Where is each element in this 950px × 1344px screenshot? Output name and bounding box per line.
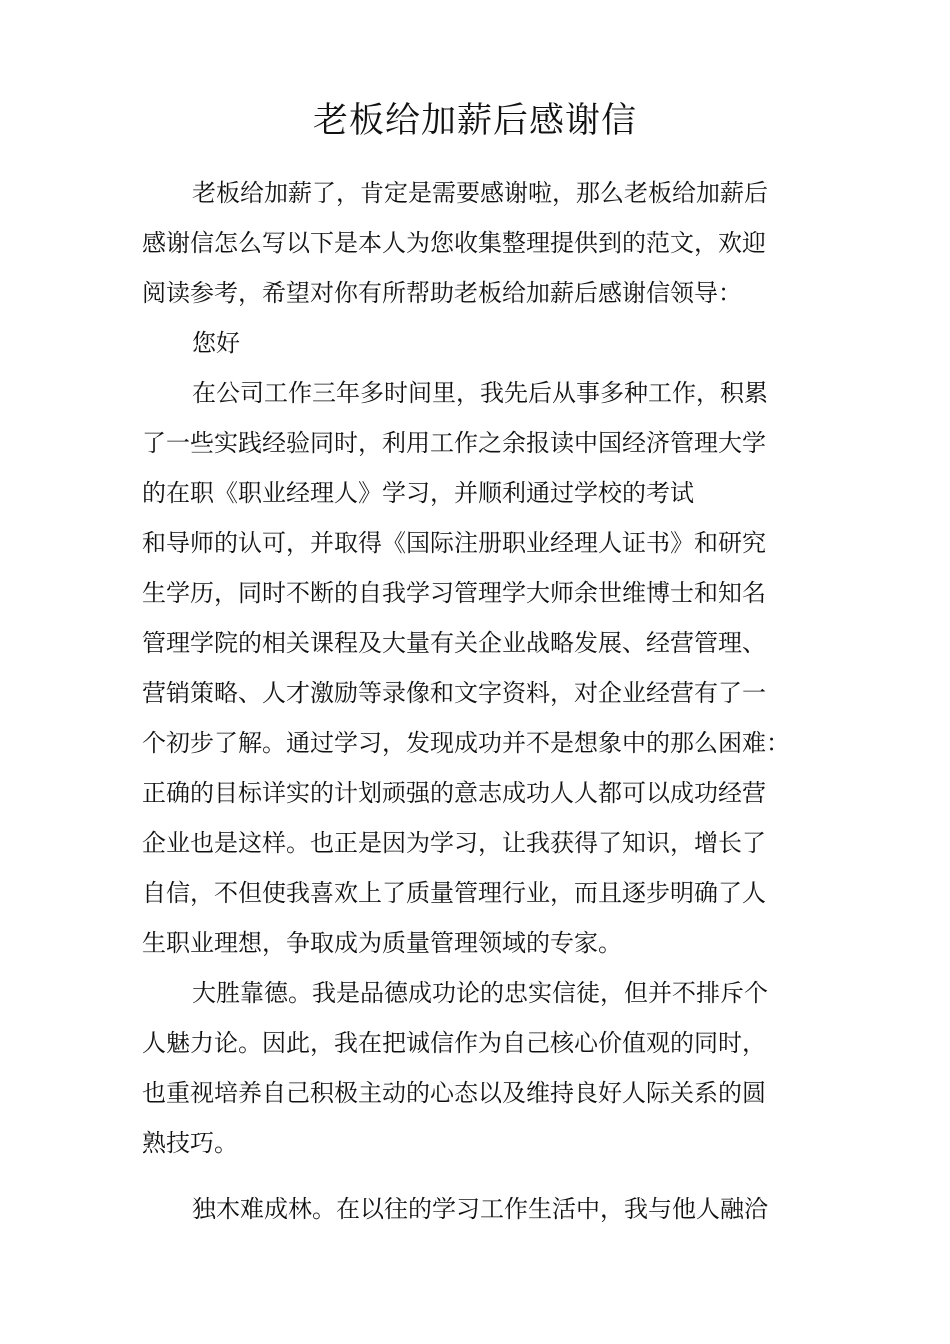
page-title: 老板给加薪后感谢信 — [312, 101, 637, 141]
text-line: 在公司工作三年多时间里，我先后从事多种工作，积累 — [192, 379, 768, 407]
text-line: 大胜靠德。我是品德成功论的忠实信徒，但并不排斥个 — [192, 979, 768, 1007]
text-line: 个初步了解。通过学习，发现成功并不是想象中的那么困难： — [142, 729, 790, 757]
text-line: 自信，不但使我喜欢上了质量管理行业，而且逐步明确了人 — [142, 879, 766, 907]
text-line: 独木难成林。在以往的学习工作生活中，我与他人融洽 — [192, 1195, 768, 1223]
text-line: 正确的目标详实的计划顽强的意志成功人人都可以成功经营 — [142, 779, 766, 807]
text-line: 阅读参考，希望对你有所帮助老板给加薪后感谢信领导： — [142, 279, 742, 307]
text-line: 生学历，同时不断的自我学习管理学大师余世维博士和知名 — [142, 579, 766, 607]
text-line: 生职业理想，争取成为质量管理领域的专家。 — [142, 929, 622, 957]
text-line: 企业也是这样。也正是因为学习，让我获得了知识，增长了 — [142, 829, 766, 857]
text-line: 的在职《职业经理人》学习，并顺利通过学校的考试 — [142, 479, 694, 507]
text-line: 了一些实践经验同时，利用工作之余报读中国经济管理大学 — [142, 429, 766, 457]
text-line: 也重视培养自己积极主动的心态以及维持良好人际关系的圆 — [142, 1079, 766, 1107]
text-line: 人魅力论。因此，我在把诚信作为自己核心价值观的同时， — [142, 1029, 766, 1057]
text-line: 感谢信怎么写以下是本人为您收集整理提供到的范文，欢迎 — [142, 229, 766, 257]
text-line: 和导师的认可，并取得《国际注册职业经理人证书》和研究 — [142, 529, 766, 557]
text-line: 管理学院的相关课程及大量有关企业战略发展、经营管理、 — [142, 629, 766, 657]
text-line: 您好 — [192, 329, 240, 357]
text-line: 营销策略、人才激励等录像和文字资料，对企业经营有了一 — [142, 679, 766, 707]
text-line: 熟技巧。 — [142, 1129, 238, 1157]
text-line: 老板给加薪了，肯定是需要感谢啦，那么老板给加薪后 — [192, 179, 768, 207]
